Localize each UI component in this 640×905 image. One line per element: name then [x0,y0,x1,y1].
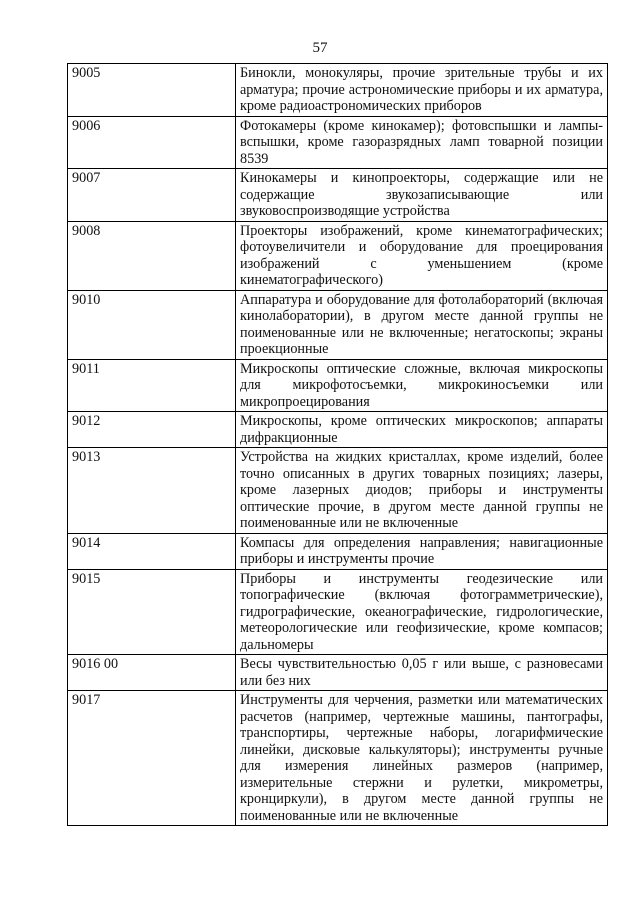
table-row [68,655,608,691]
commodity-codes-table [67,63,608,826]
description-cell: Устройства на жидких кристаллах, кроме изделий, более точно описанных в других товарных позициях; лазеры, кроме лазерных диодов; приборы и инструменты оптические прочие, в другом месте данной группы не поименованные или не включенные [236,448,608,534]
code-cell: 9014 [68,533,236,569]
table-row [68,221,608,290]
description-cell: Инструменты для черчения, разметки или математических расчетов (например, чертежные машины, пантографы, транспортиры, чертежные наборы, логарифмические линейки, дисковые калькуляторы); инструменты ручные для измерения линейных размеров (например, измерительные стержни и рулетки, микрометры, кронциркули), в другом месте данной группы не поименованные или не включенные [236,691,608,826]
code-cell: 9012 [68,412,236,448]
table-row [68,64,608,117]
code-cell: 9008 [68,221,236,290]
code-cell: 9015 [68,569,236,655]
code-cell: 9005 [68,64,236,117]
description-cell: Бинокли, монокуляры, прочие зрительные трубы и их арматура; прочие астрономические приборы и их арматура, кроме радиоастрономических приборов [236,64,608,117]
table-row [68,533,608,569]
table-row [68,412,608,448]
page-number: 57 [312,40,328,56]
code-cell: 9006 [68,116,236,169]
code-cell: 9016 00 [68,655,236,691]
description-cell: Весы чувствительностью 0,05 г или выше, с разновесами или без них [236,655,608,691]
table-row [68,116,608,169]
description-cell: Приборы и инструменты геодезические или топографические (включая фотограмметрические), гидрографические, океанографические, гидрологические, метеорологические или геофизические, кроме компасов; дальномеры [236,569,608,655]
description-cell: Микроскопы оптические сложные, включая микроскопы для микрофотосъемки, микрокиносъемки или микропроецирования [236,359,608,412]
description-cell: Аппаратура и оборудование для фотолабораторий (включая кинолаборатории), в другом месте данной группы не поименованные или не включенные; негатоскопы; экраны проекционные [236,290,608,359]
description-cell: Проекторы изображений, кроме кинематографических; фотоувеличители и оборудование для проецирования изображений с уменьшением (кроме кинематографического) [236,221,608,290]
code-cell: 9013 [68,448,236,534]
table-row [68,169,608,222]
table-row [68,290,608,359]
table-row [68,448,608,534]
description-cell: Кинокамеры и кинопроекторы, содержащие или не содержащие звукозаписывающие или звуковоспроизводящие устройства [236,169,608,222]
description-cell: Фотокамеры (кроме кинокамер); фотовспышки и лампы-вспышки, кроме газоразрядных ламп товарной позиции 8539 [236,116,608,169]
code-cell: 9010 [68,290,236,359]
code-cell: 9011 [68,359,236,412]
table-row [68,359,608,412]
description-cell: Компасы для определения направления; навигационные приборы и инструменты прочие [236,533,608,569]
description-cell: Микроскопы, кроме оптических микроскопов; аппараты дифракционные [236,412,608,448]
code-cell: 9007 [68,169,236,222]
code-cell: 9017 [68,691,236,826]
table-row [68,691,608,826]
table-row [68,569,608,655]
